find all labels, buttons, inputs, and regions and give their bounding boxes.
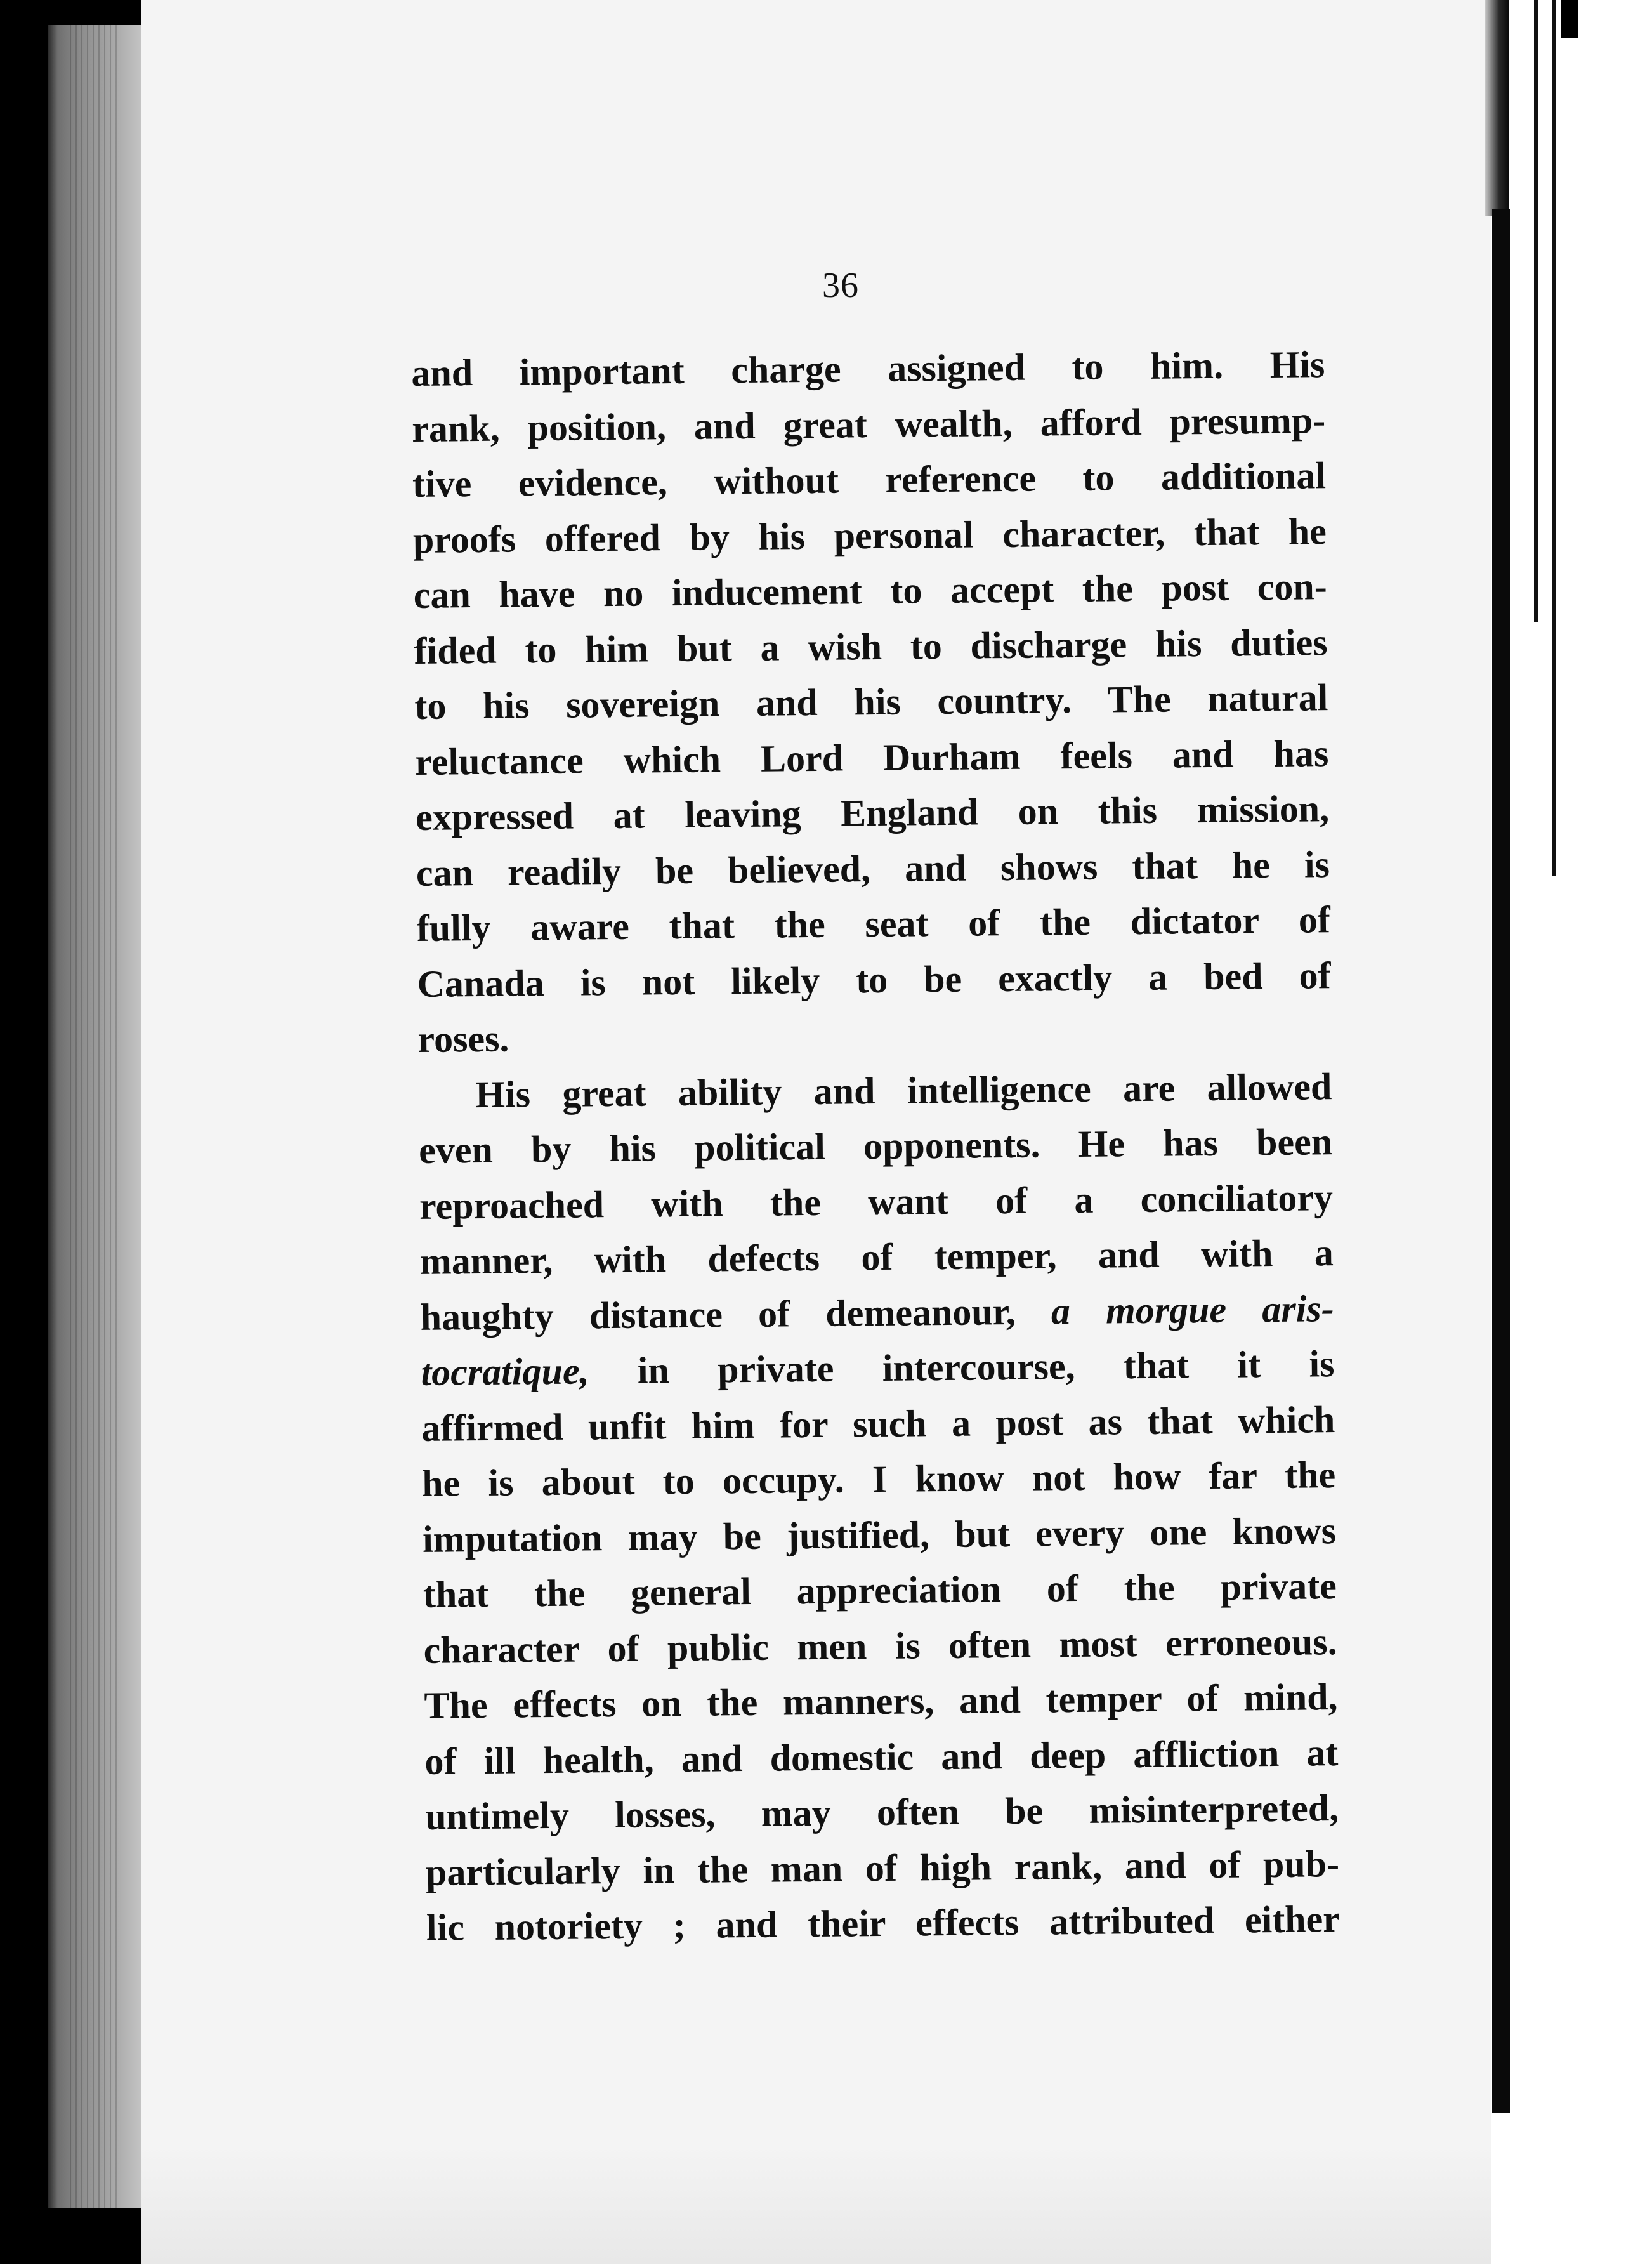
- text-line: to his sovereign and his country. The natural: [414, 676, 1328, 727]
- text-line: fided to him but a wish to discharge his duties: [414, 621, 1328, 672]
- text-run: in private intercourse, that it is: [589, 1343, 1335, 1392]
- text-line: he is about to occupy. I know not how far the: [421, 1454, 1336, 1504]
- binding-line: [1552, 0, 1556, 876]
- text-line: tive evidence, without reference to additional: [412, 454, 1327, 505]
- text-line: character of public men is often most erroneous.: [423, 1620, 1337, 1671]
- text-line: rank, position, and great wealth, afford presump-: [411, 398, 1326, 450]
- page-edge-texture: [70, 25, 121, 2208]
- binding-line: [1561, 0, 1578, 38]
- text-line: [421, 1336, 1335, 1400]
- text-line: of ill health, and domestic and deep affliction at: [424, 1731, 1339, 1782]
- text-line: manner, with defects of temper, and with a: [419, 1232, 1334, 1282]
- text-line: affirmed unfit him for such a post as that which: [421, 1398, 1335, 1449]
- body-text: [411, 337, 1340, 1956]
- binding-line: [1534, 0, 1538, 622]
- text-line: Canada is not likely to be exactly a bed of: [417, 954, 1331, 1005]
- text-line: The effects on the manners, and temper of mind,: [424, 1676, 1338, 1727]
- italic-phrase: a morgue aris-: [1051, 1287, 1334, 1332]
- text-line: reluctance which Lord Durham feels and has: [414, 732, 1329, 783]
- text-line: proofs offered by his personal character, that he: [412, 510, 1327, 561]
- text-line: roses.: [417, 1017, 509, 1060]
- text-line: imputation may be justified, but every one knows: [422, 1509, 1337, 1560]
- binding-edge: [1492, 209, 1510, 2113]
- paper-shadow: [141, 2145, 1497, 2264]
- text-line: particularly in the man of high rank, and of pub-: [425, 1842, 1340, 1893]
- text-line: reproached with the want of a conciliatory: [419, 1176, 1334, 1227]
- text-run: haughty distance of demeanour,: [420, 1289, 1052, 1338]
- text-line: untimely losses, may often be misinterpreted,: [424, 1787, 1339, 1838]
- text-line: that the general appreciation of the private: [423, 1565, 1337, 1616]
- page-number: 36: [822, 266, 859, 305]
- binding-shadow: [1485, 0, 1509, 216]
- text-line: can have no inducement to accept the post con-: [413, 565, 1328, 616]
- facing-page-margin: [1491, 0, 1652, 2264]
- text-line: even by his political opponents. He has been: [418, 1121, 1333, 1171]
- text-line: fully aware that the seat of the dictator of: [416, 898, 1331, 949]
- text-line: and important charge assigned to him. His: [411, 343, 1325, 394]
- text-line: expressed at leaving England on this mission,: [415, 787, 1330, 838]
- text-line: [420, 1281, 1334, 1345]
- italic-phrase: tocratique,: [421, 1350, 589, 1393]
- text-line: His great ability and intelligence are allowed: [475, 1065, 1332, 1116]
- text-line: lic notoriety ; and their effects attributed either: [426, 1898, 1341, 1949]
- text-line: can readily be believed, and shows that he is: [416, 843, 1330, 894]
